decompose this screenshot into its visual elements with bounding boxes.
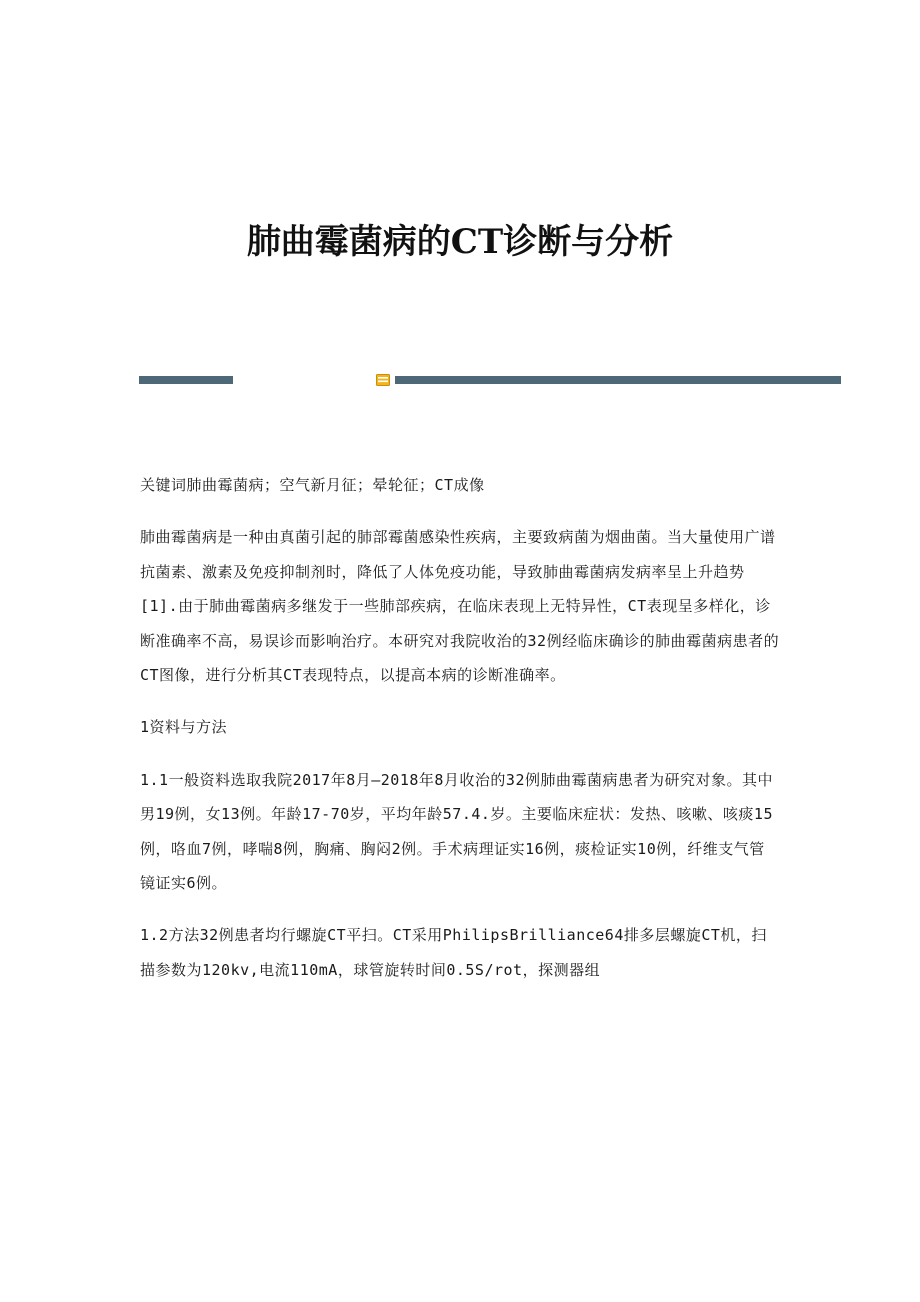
subsection-general-data: 1.1一般资料选取我院2017年8月—2018年8月收治的32例肺曲霉菌病患者为研究对象。其中男19例，女13例。年龄17-70岁，平均年龄57.4.岁。主要临床症状：发热、咳嗽、咳痰15例，咯血7例，哮喘8例，胸痛、胸闷2例。手术病理证实16例，痰检证实10例，纤维支气管镜证实6例。 [140, 770, 773, 893]
divider-bar-left [139, 376, 233, 384]
bookmark-icon [376, 374, 390, 386]
keywords-line: 关键词肺曲霉菌病；空气新月征；晕轮征；CT成像 [140, 476, 485, 494]
section-heading: 1资料与方法 [140, 718, 228, 737]
title-divider [139, 374, 841, 386]
divider-bar-right [395, 376, 841, 384]
subsection-methods: 1.2方法32例患者均行螺旋CT平扫。CT采用PhilipsBrilliance64排多层螺旋CT机，扫描参数为120kv,电流110mA，球管旋转时间0.5S/rot，探测器组 [140, 926, 767, 979]
intro-paragraph: 肺曲霉菌病是一种由真菌引起的肺部霉菌感染性疾病，主要致病菌为烟曲菌。当大量使用广谱抗菌素、激素及免疫抑制剂时，降低了人体免疫功能，导致肺曲霉菌病发病率呈上升趋势[1].由于肺曲霉菌病多继发于一些肺部疾病，在临床表现上无特异性，CT表现呈多样化，诊断准确率不高，易误诊而影响治疗。本研究对我院收治的32例经临床确诊的肺曲霉菌病患者的CT图像，进行分析其CT表现特点，以提高本病的诊断准确率。 [140, 528, 780, 685]
document-body [140, 468, 780, 987]
document-title: 肺曲霉菌病的CT诊断与分析 [246, 222, 674, 262]
